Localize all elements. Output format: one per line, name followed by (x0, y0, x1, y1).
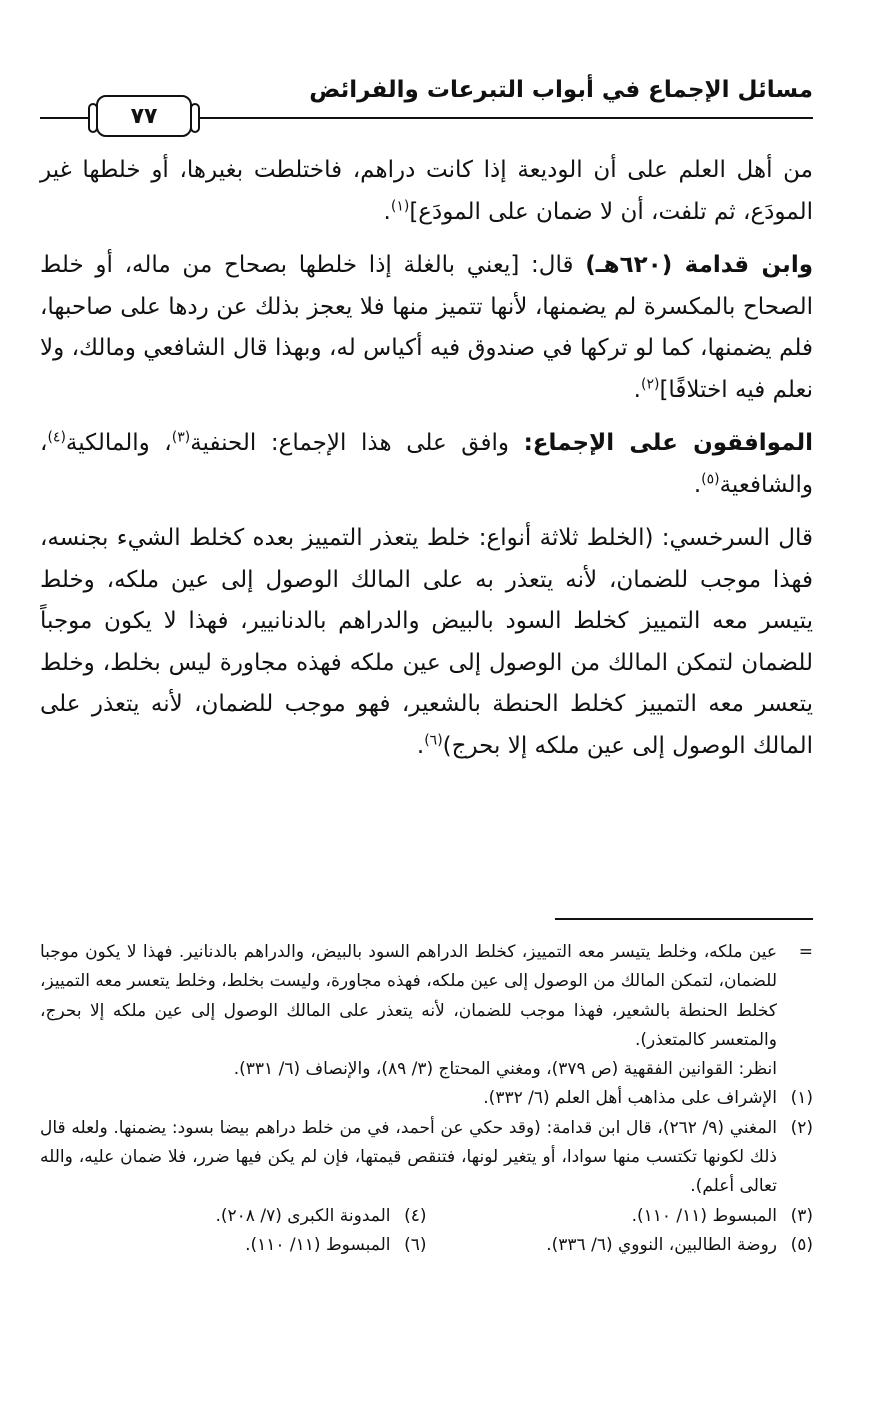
footnote-ref-3[interactable]: (٣) (171, 429, 191, 446)
paragraph-4 (40, 518, 813, 767)
footnote-5 (427, 1231, 814, 1260)
paragraph-1 (40, 150, 813, 233)
footnote-ref-4[interactable]: (٤) (47, 429, 66, 446)
footnote-6-text: المبسوط (١١/ ١١٠). (245, 1234, 391, 1255)
footnote-4-text: المدونة الكبرى (٧/ ٢٠٨). (215, 1205, 391, 1226)
footnote-separator (555, 918, 813, 920)
footnote-continuation (40, 938, 813, 1055)
footnote-4-mark: (٤) (404, 1205, 427, 1226)
footnote-5-mark: (٥) (790, 1234, 813, 1255)
footnote-ref-5[interactable]: (٥) (701, 470, 720, 487)
footnotes-5-6 (40, 1231, 813, 1260)
footnote-continuation-mark: = (798, 942, 813, 962)
footnote-6 (40, 1231, 427, 1260)
footnote-5-text: روضة الطالبين، النووي (٦/ ٣٣٦). (546, 1234, 777, 1255)
footnote-ref-1[interactable]: (١) (390, 197, 410, 214)
footnote-1-mark: (١) (790, 1088, 813, 1109)
body-text (40, 150, 813, 779)
footnote-2-text: المغني (٩/ ٢٦٢)، قال ابن قدامة: (وقد حكي عن أحمد، في من خلط دراهم بيضا بسود: يضمنها. ولعله قال ذلك لكونها تكتسب منها سوادا، أو يتغير لونها، فتنقص قيمتها، فإن لم يكن فيها ضرر، فلا ضمان عليه، والله تعالى أعلم). (40, 1117, 777, 1197)
paragraph-2-text: قال: [يعني بالغلة إذا خلطها بصحاح من ماله، أو خلط الصحاح بالمكسرة لم يضمنها، لأنها تتميز منها فلا يعجز بذلك عن ردها على صاحبها، فلم يضمنها، كما لو تركها في صندوق فيه أكياس له، وبهذا قال الشافعي ومالك، ولا نعلم فيه اختلافًا] (40, 252, 813, 403)
footnote-6-mark: (٦) (404, 1234, 427, 1255)
footnote-3-text: المبسوط (١١/ ١١٠). (631, 1205, 777, 1226)
page-number-badge (96, 95, 192, 137)
paragraph-1-line-2: خلطها غير المودَع، ثم تلفت، أن لا ضمان على المودَع] (40, 157, 813, 225)
paragraph-1-line-1: من أهل العلم على أن الوديعة إذا كانت دراهم، فاختلطت بغيرها، أو (151, 157, 813, 183)
footnote-see-also (40, 1055, 813, 1084)
paragraph-3-mid: ، والمالكية (65, 430, 172, 456)
footnote-3 (427, 1202, 814, 1231)
paragraph-4-text: قال السرخسي: (الخلط ثلاثة أنواع: خلط يتعذر التمييز بعده كخلط الشيء بجنسه، فهذا موجب للضمان، لأنه يتعذر به على المالك الوصول إلى عين ملكه، وخلط يتيسر معه التمييز كخلط السود بالبيض والدراهم بالدنانيير، فهذا لا يكون موجباً للضمان لتمكن المالك من الوصول إلى عين ملكه فهذه مجاورة ليس بخلط، وخلط يتعسر معه التمييز كخلط الحنطة بالشعير، فهو موجب للضمان، لأنه يتعذر على المالك الوصول إلى عين ملكه إلا بحرج) (40, 525, 813, 759)
footnote-1-text: الإشراف على مذاهب أهل العلم (٦/ ٣٣٢). (483, 1088, 777, 1109)
paragraph-3-text: وافق على هذا الإجماع: الحنفية (190, 430, 524, 456)
paragraph-3-lead: الموافقون على الإجماع: (523, 430, 813, 456)
footnote-1 (40, 1084, 813, 1113)
paragraph-4-end: . (416, 732, 425, 759)
footnote-continuation-text: عين ملكه، وخلط يتيسر معه التمييز، كخلط الدراهم السود بالبيض، والدراهم بالدنانير. فهذا لا يكون موجبا للضمان، لتمكن المالك من الوصول إلى عين ملكه، فهذه مجاورة، وليست بخلط، وخلط يتعسر معه التمييز، كخلط الحنطة بالشعير، فهذا موجب للضمان، لأنه يتعذر على المالك الوصول إلى عين ملكه إلا بحرج، والمتعسر كالمتعذر). (40, 942, 777, 1050)
footnote-3-mark: (٣) (790, 1205, 813, 1226)
footnote-ref-2[interactable]: (٢) (640, 375, 660, 392)
book-page (40, 0, 813, 1407)
paragraph-2 (40, 245, 813, 411)
paragraph-2-end: . (633, 376, 641, 403)
paragraph-3 (40, 423, 813, 506)
paragraph-3-end: . (693, 471, 702, 498)
footnote-ref-6[interactable]: (٦) (424, 731, 443, 748)
paragraph-1-end: . (383, 198, 391, 225)
footnote-2 (40, 1114, 813, 1202)
footnote-4 (40, 1202, 427, 1231)
page-number: ٧٧ (130, 103, 158, 129)
running-title: مسائل الإجماع في أبواب التبرعات والفرائض (309, 77, 813, 103)
footnote-see-also-text: انظر: القوانين الفقهية (ص ٣٧٩)، ومغني المحتاج (٣/ ٨٩)، والإنصاف (٦/ ٣٣١). (233, 1059, 777, 1080)
footnotes-3-4 (40, 1202, 813, 1231)
footnote-2-mark: (٢) (790, 1117, 813, 1138)
footnotes (40, 938, 813, 1260)
paragraph-3-mid-2: ، والشافعية (40, 430, 813, 498)
paragraph-2-lead: وابن قدامة (٦٢٠هـ) (585, 252, 813, 278)
